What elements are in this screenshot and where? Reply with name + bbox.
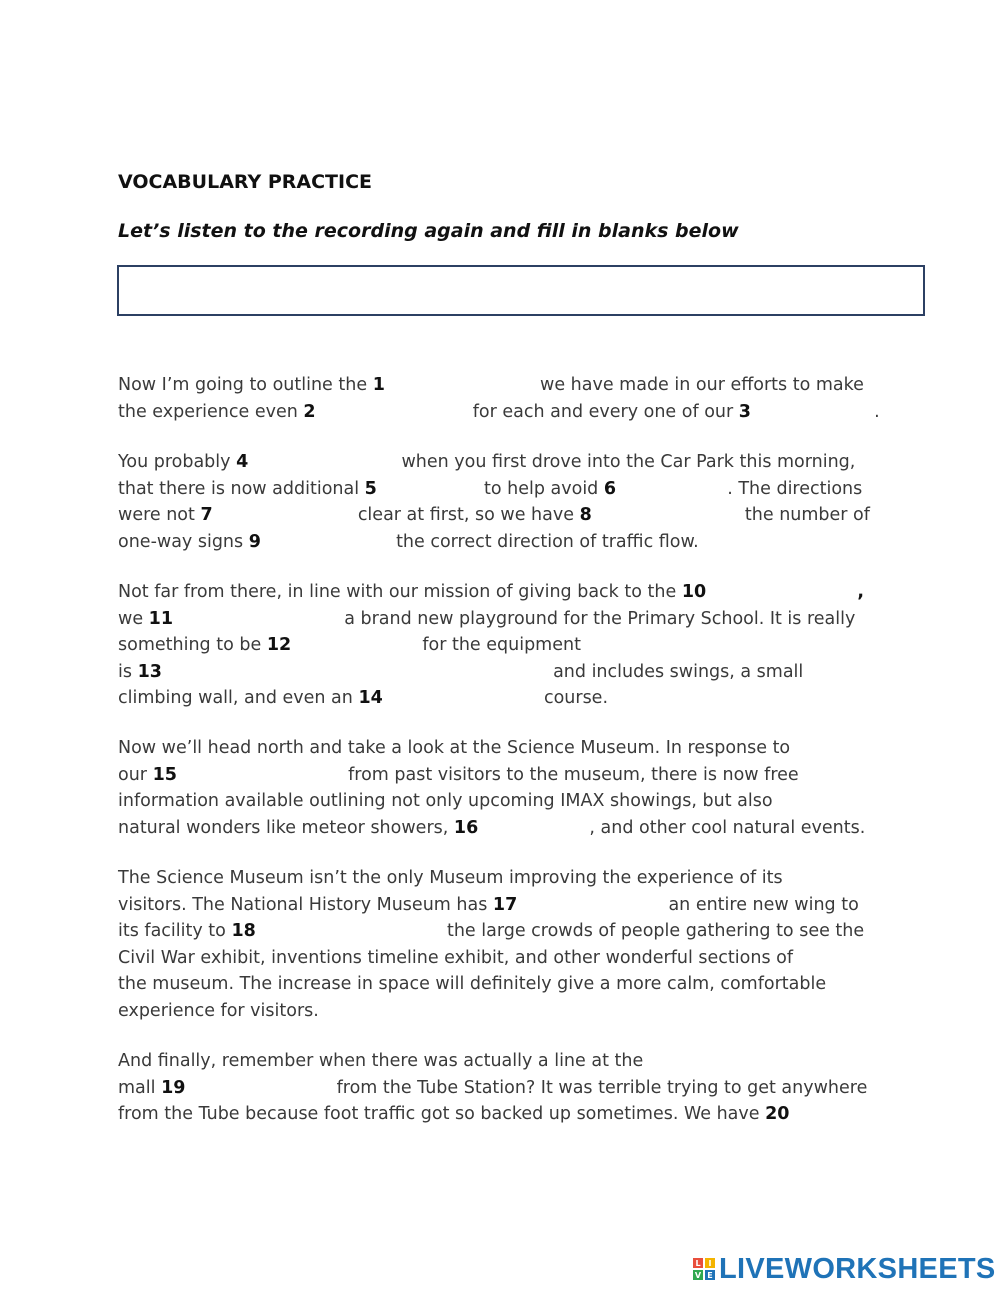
text: the large crowds of people gathering to see the — [446, 921, 865, 942]
text: experience for visitors. — [118, 1000, 319, 1021]
text-line — [118, 788, 898, 815]
blank-number: 8 — [579, 505, 592, 526]
text: that there is now additional — [118, 478, 360, 499]
text: the number of — [744, 505, 870, 526]
blank-9[interactable] — [266, 532, 390, 552]
text: climbing wall, and even an — [118, 688, 353, 709]
logo-letter: E — [705, 1270, 715, 1280]
blank-18[interactable] — [261, 921, 441, 941]
text-line — [118, 762, 898, 789]
blank-2[interactable] — [321, 402, 467, 422]
text: , — [857, 582, 864, 602]
text: Not far from there, in line with our mission of giving back to the — [118, 582, 677, 602]
text: , and other cool natural events. — [589, 817, 866, 838]
text: we — [118, 608, 144, 629]
text-line — [118, 971, 898, 998]
text-line — [118, 529, 898, 556]
paragraph-6 — [118, 1048, 898, 1128]
word-bank-box — [117, 265, 925, 316]
paragraph-3 — [118, 579, 898, 712]
blank-3[interactable] — [757, 402, 869, 422]
blank-10[interactable] — [712, 582, 852, 602]
text: were not — [118, 505, 195, 526]
text-line — [118, 632, 898, 659]
text-line — [118, 502, 898, 529]
brand-name: LIVEWORKSHEETS — [719, 1252, 996, 1285]
text-line — [118, 945, 898, 972]
text-line — [118, 449, 898, 476]
text: the correct direction of traffic flow. — [396, 531, 699, 552]
blank-number: 11 — [148, 608, 174, 629]
blank-12[interactable] — [297, 635, 417, 655]
blank-number: 2 — [303, 401, 316, 422]
text: clear at first, so we have — [357, 505, 574, 526]
text-line — [118, 476, 898, 503]
text-line — [118, 892, 898, 919]
logo-letter: I — [705, 1258, 715, 1268]
blank-number: 14 — [358, 688, 383, 709]
logo-mark-icon — [693, 1258, 715, 1280]
text: natural wonders like meteor showers, — [118, 817, 449, 838]
blank-number: 12 — [266, 635, 292, 656]
text: Civil War exhibit, inventions timeline exhibit, and other wonderful sections of — [118, 947, 793, 968]
blank-number: 6 — [603, 478, 617, 499]
text: its facility to — [118, 921, 226, 942]
blank-17[interactable] — [523, 895, 663, 915]
text-line — [118, 399, 898, 426]
blank-number: 19 — [161, 1077, 186, 1098]
blank-20[interactable] — [795, 1104, 835, 1124]
text: the experience even — [118, 401, 298, 422]
text: when you first drove into the Car Park this morning, — [401, 452, 856, 472]
blank-7[interactable] — [218, 505, 352, 525]
paragraph-2 — [118, 449, 898, 555]
blank-5[interactable] — [382, 479, 478, 499]
text-line — [118, 685, 898, 712]
text-line — [118, 579, 898, 606]
text: Now we’ll head north and take a look at the Science Museum. In response to — [118, 738, 791, 758]
text: The Science Museum isn’t the only Museum improving the experience of its — [118, 868, 783, 888]
text: a brand new playground for the Primary School. It is really — [344, 608, 856, 629]
paragraph-1 — [118, 372, 898, 425]
text: And finally, remember when there was actually a line at the — [118, 1051, 644, 1071]
blank-number: 16 — [453, 817, 479, 838]
text: Now I’m going to outline the — [118, 375, 368, 395]
text: visitors. The National History Museum has — [118, 894, 488, 915]
text: information available outlining not only upcoming IMAX showings, but also — [118, 791, 773, 812]
text-line — [118, 865, 898, 892]
blank-19[interactable] — [191, 1078, 331, 1098]
text-line — [118, 918, 898, 945]
text-line — [118, 606, 898, 633]
text: the museum. The increase in space will definitely give a more calm, comfortable — [118, 974, 827, 995]
text-line — [118, 1048, 898, 1075]
logo-letter: V — [694, 1270, 702, 1280]
blank-number: 20 — [765, 1104, 790, 1125]
paragraph-4 — [118, 735, 898, 841]
blank-number: 17 — [492, 894, 518, 915]
text: something to be — [118, 635, 262, 656]
text: for each and every one of our — [472, 401, 734, 422]
text-line — [118, 815, 898, 842]
text-line — [118, 998, 898, 1025]
blank-15[interactable] — [183, 765, 343, 785]
text: and includes swings, a small — [553, 661, 804, 682]
paragraph-5 — [118, 865, 898, 1025]
text: for the equipment — [422, 635, 581, 656]
blank-11[interactable] — [179, 609, 339, 629]
text-line — [118, 1075, 898, 1102]
text: an entire new wing to — [668, 894, 859, 915]
blank-16[interactable] — [484, 818, 584, 838]
blank-6[interactable] — [622, 479, 722, 499]
liveworksheets-logo — [693, 1253, 996, 1285]
blank-number: 1 — [372, 375, 385, 395]
blank-number: 18 — [231, 921, 256, 942]
blank-number: 5 — [364, 478, 377, 499]
text: one-way signs — [118, 531, 244, 552]
text-line — [118, 1101, 898, 1128]
logo-letter: L — [693, 1258, 703, 1268]
text: You probably — [118, 452, 231, 472]
text-line — [118, 735, 898, 762]
blank-14[interactable] — [388, 688, 538, 708]
blank-number: 4 — [236, 452, 249, 472]
text-line — [118, 659, 898, 686]
instruction-text: Let’s listen to the recording again and fill in blanks below — [118, 220, 739, 242]
text: is — [118, 661, 132, 682]
blank-number: 10 — [681, 582, 707, 602]
text: . The directions — [727, 478, 863, 499]
text: to help avoid — [484, 478, 599, 499]
blank-number: 15 — [152, 764, 177, 785]
page-title: VOCABULARY PRACTICE — [118, 171, 373, 193]
blank-4[interactable] — [254, 452, 396, 472]
blank-number: 7 — [200, 505, 213, 526]
text: mall — [118, 1077, 156, 1098]
blank-number: 3 — [738, 401, 751, 422]
blank-8[interactable] — [597, 505, 739, 525]
text-line — [118, 372, 898, 399]
text: from the Tube Station? It was terrible trying to get anywhere — [336, 1077, 868, 1098]
text: from the Tube because foot traffic got so backed up sometimes. We have — [118, 1104, 760, 1125]
text: from past visitors to the museum, there is now free — [348, 764, 799, 785]
text: . — [874, 401, 880, 422]
text: course. — [543, 688, 609, 709]
blank-13[interactable] — [168, 662, 548, 682]
blank-number: 13 — [137, 661, 162, 682]
text: our — [118, 764, 147, 785]
blank-number: 9 — [248, 531, 261, 552]
text: we have made in our efforts to make — [540, 375, 864, 395]
blank-1[interactable] — [390, 375, 534, 395]
